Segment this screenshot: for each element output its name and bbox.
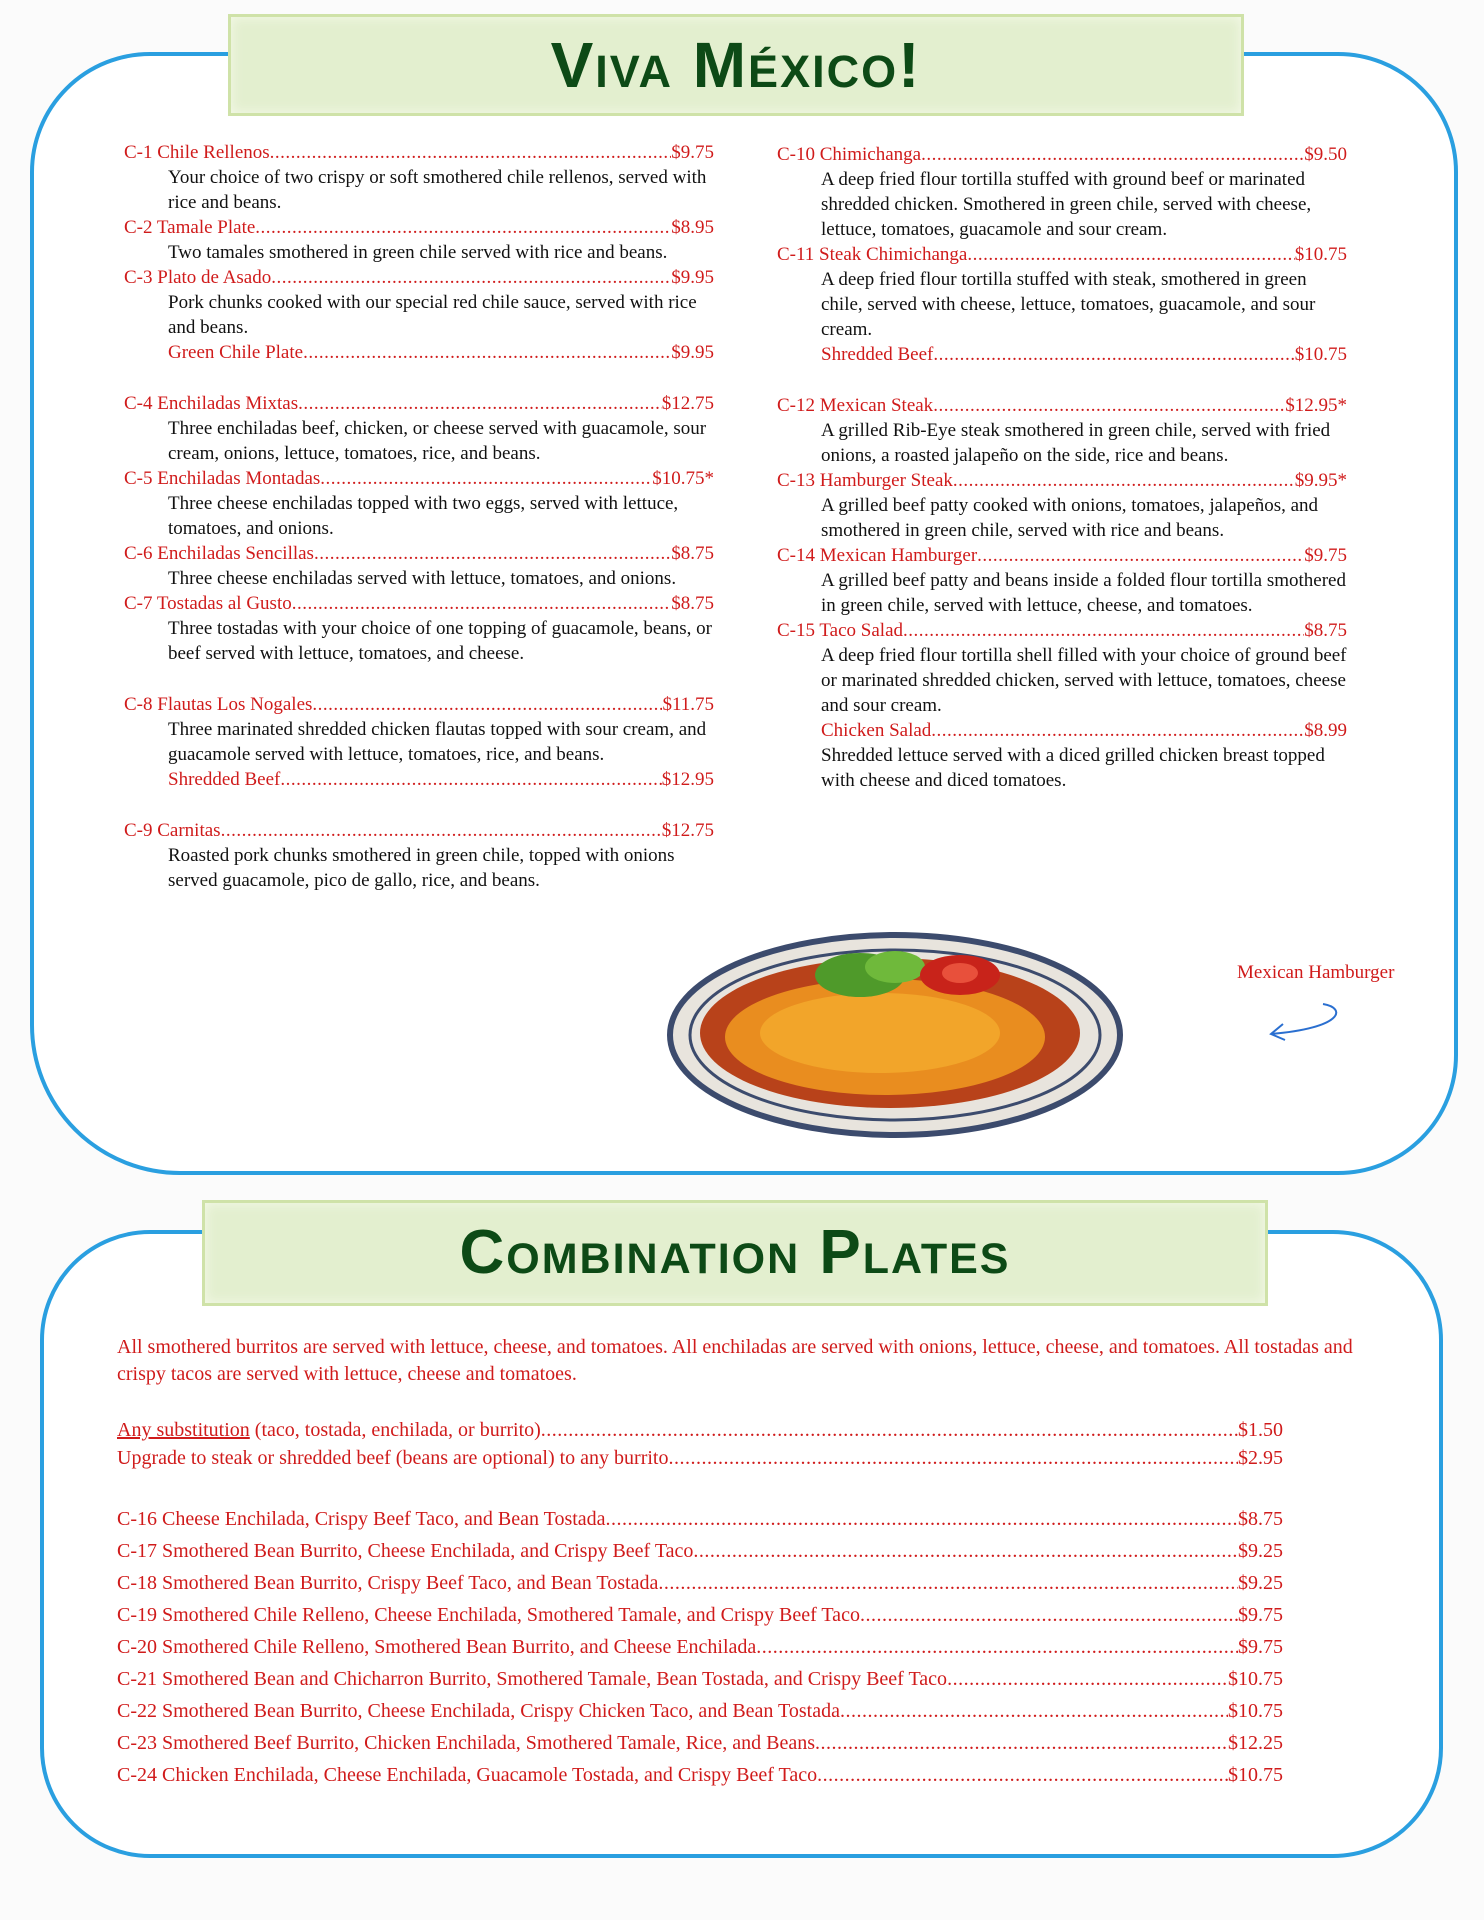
item-description: A deep fried flour tortilla stuffed with ground beef or marinated shredded chicken. Smothered in green chile, served with cheese, lettuce, tomatoes, guacamole and sour cream. [821, 169, 1312, 240]
item-price: $8.75 [1304, 620, 1347, 641]
sub-item-name: Chicken Salad [821, 720, 932, 741]
combination-list [117, 1503, 1283, 1791]
menu-item [124, 591, 714, 666]
item-description: Three marinated shredded chicken flautas topped with sour cream, and guacamole served with lettuce, tomatoes, rice, and beans. [168, 719, 707, 765]
mexican-hamburger-photo [660, 905, 1130, 1145]
menu-item [124, 818, 714, 893]
item-description: Pork chunks cooked with our special red chile sauce, served with rice and beans. [168, 292, 697, 338]
sub-item-price: $9.95 [671, 342, 714, 363]
menu-item [777, 618, 1347, 793]
item-price: $9.75 [671, 142, 714, 163]
list-item: C-19 Smothered Chile Relleno, Cheese Enchilada, Smothered Tamale, and Crispy Beef Taco ..... $9.75 [117, 1599, 1283, 1631]
menu-item [124, 692, 714, 792]
item-description: A grilled beef patty and beans inside a folded flour tortilla smothered in green chile, served with lettuce, cheese, and tomatoes. [821, 570, 1346, 616]
substitution-detail: (taco, tostada, enchilada, or burrito) [249, 1419, 541, 1441]
item-description: Roasted pork chunks smothered in green chile, topped with onions served guacamole, pico de gallo, rice, and beans. [168, 845, 675, 891]
list-item: C-23 Smothered Beef Burrito, Chicken Enchilada, Smothered Tamale, Rice, and Beans ..... $12.25 [117, 1727, 1283, 1759]
item-description: Two tamales smothered in green chile served with rice and beans. [168, 242, 668, 263]
menu-item [777, 142, 1347, 242]
item-description: Three tostadas with your choice of one topping of guacamole, beans, or beef served with lettuce, tomatoes, and cheese. [168, 618, 712, 664]
item-description: Your choice of two crispy or soft smothered chile rellenos, served with rice and beans. [168, 167, 707, 213]
combination-intro: All smothered burritos are served with lettuce, cheese, and tomatoes. All enchiladas are served with onions, lettuce, cheese, and tomatoes. All tostadas and crispy tacos are served with lettuce, cheese and tomatoes. [117, 1336, 1353, 1385]
item-name: C-10 Chimichanga [777, 144, 922, 165]
item-price: $11.75 [662, 694, 714, 715]
menu-item [777, 393, 1347, 468]
item-name: C-8 Flautas Los Nogales [124, 694, 313, 715]
item-name: C-13 Hamburger Steak [777, 470, 953, 491]
photo-caption: Mexican Hamburger [1237, 962, 1395, 983]
list-item: C-21 Smothered Bean and Chicharron Burrito, Smothered Tamale, Bean Tostada, and Crispy Beef Taco ..... $10.75 [117, 1663, 1283, 1695]
menu-item [124, 391, 714, 466]
right-menu-column [777, 142, 1347, 793]
item-name: C-14 Mexican Hamburger [777, 545, 978, 566]
sub-item-price: $10.75 [1294, 344, 1347, 365]
menu-item [777, 543, 1347, 618]
list-item: C-24 Chicken Enchilada, Cheese Enchilada, Guacamole Tostada, and Crispy Beef Taco ..... $10.75 [117, 1759, 1283, 1791]
arrow-icon [1265, 998, 1355, 1048]
item-price: $8.75 [671, 593, 714, 614]
item-price: $10.75* [652, 468, 714, 489]
menu-item [777, 242, 1347, 367]
item-description: Three cheese enchiladas topped with two eggs, served with lettuce, tomatoes, and onions. [168, 493, 679, 539]
menu-item [124, 541, 714, 591]
item-price: $12.75 [661, 820, 714, 841]
item-price: $8.75 [671, 543, 714, 564]
item-price: $12.95* [1285, 395, 1347, 416]
menu-item [124, 466, 714, 541]
menu-item [124, 140, 714, 215]
item-description: A grilled Rib-Eye steak smothered in green chile, served with fried onions, a roasted jalapeño on the side, rice and beans. [821, 420, 1331, 466]
menu-item [777, 468, 1347, 543]
upgrade-price: $2.95 [1238, 1447, 1283, 1469]
list-item: C-17 Smothered Bean Burrito, Cheese Enchilada, and Crispy Beef Taco ..... $9.25 [117, 1535, 1283, 1567]
item-name: C-6 Enchiladas Sencillas [124, 543, 314, 564]
sub-item-price: $8.99 [1304, 720, 1347, 741]
item-price: $9.50 [1304, 144, 1347, 165]
item-name: C-9 Carnitas [124, 820, 221, 841]
item-name: C-11 Steak Chimichanga [777, 244, 968, 265]
menu-item [124, 265, 714, 365]
item-description: A deep fried flour tortilla stuffed with steak, smothered in green chile, served with cheese, lettuce, tomatoes, guacamole, and sour cream. [821, 269, 1316, 340]
substitution-price: $1.50 [1238, 1419, 1283, 1441]
menu-item [124, 215, 714, 265]
item-price: $10.75 [1294, 244, 1347, 265]
substitution-section [117, 1414, 1283, 1474]
list-item: C-18 Smothered Bean Burrito, Crispy Beef Taco, and Bean Tostada ..... $9.25 [117, 1567, 1283, 1599]
item-description: A grilled beef patty cooked with onions, tomatoes, jalapeños, and smothered in green chile, served with rice and beans. [821, 495, 1319, 541]
item-name: C-5 Enchiladas Montadas [124, 468, 321, 489]
item-price: $9.75 [1304, 545, 1347, 566]
item-name: C-1 Chile Rellenos [124, 142, 270, 163]
item-name: C-15 Taco Salad [777, 620, 904, 641]
item-price: $8.95 [671, 217, 714, 238]
item-description: A deep fried flour tortilla shell filled with your choice of ground beef or marinated shredded chicken, served with lettuce, tomatoes, cheese and sour cream. [821, 645, 1347, 716]
combination-title: Combination Plates [202, 1200, 1268, 1306]
sub-item-price: $12.95 [661, 769, 714, 790]
list-item: C-16 Cheese Enchilada, Crispy Beef Taco, and Bean Tostada ..... $8.75 [117, 1503, 1283, 1535]
substitution-label: Any substitution [117, 1419, 250, 1441]
sub-item-name: Green Chile Plate [168, 342, 304, 363]
item-price: $9.95 [671, 267, 714, 288]
list-item: C-22 Smothered Bean Burrito, Cheese Enchilada, Crispy Chicken Taco, and Bean Tostada ..... $10.75 [117, 1695, 1283, 1727]
sub-item-name: Shredded Beef [821, 344, 934, 365]
item-name: C-7 Tostadas al Gusto [124, 593, 292, 614]
item-description: Three enchiladas beef, chicken, or cheese served with guacamole, sour cream, onions, lettuce, tomatoes, rice, and beans. [168, 418, 707, 464]
page-title: Viva México! [228, 14, 1244, 116]
sub-item-name: Shredded Beef [168, 769, 281, 790]
upgrade-label: Upgrade to steak or shredded beef (beans are optional) to any burrito [117, 1447, 669, 1469]
list-item: C-20 Smothered Chile Relleno, Smothered Bean Burrito, and Cheese Enchilada ..... $9.75 [117, 1631, 1283, 1663]
item-name: C-2 Tamale Plate [124, 217, 256, 238]
item-price: $12.75 [661, 393, 714, 414]
item-description: Three cheese enchiladas served with lettuce, tomatoes, and onions. [168, 568, 677, 589]
sub-item-description: Shredded lettuce served with a diced grilled chicken breast topped with cheese and diced tomatoes. [821, 745, 1325, 791]
item-name: C-4 Enchiladas Mixtas [124, 393, 299, 414]
item-name: C-12 Mexican Steak [777, 395, 934, 416]
item-name: C-3 Plato de Asado [124, 267, 272, 288]
item-price: $9.95* [1294, 470, 1347, 491]
left-menu-column [124, 140, 714, 893]
